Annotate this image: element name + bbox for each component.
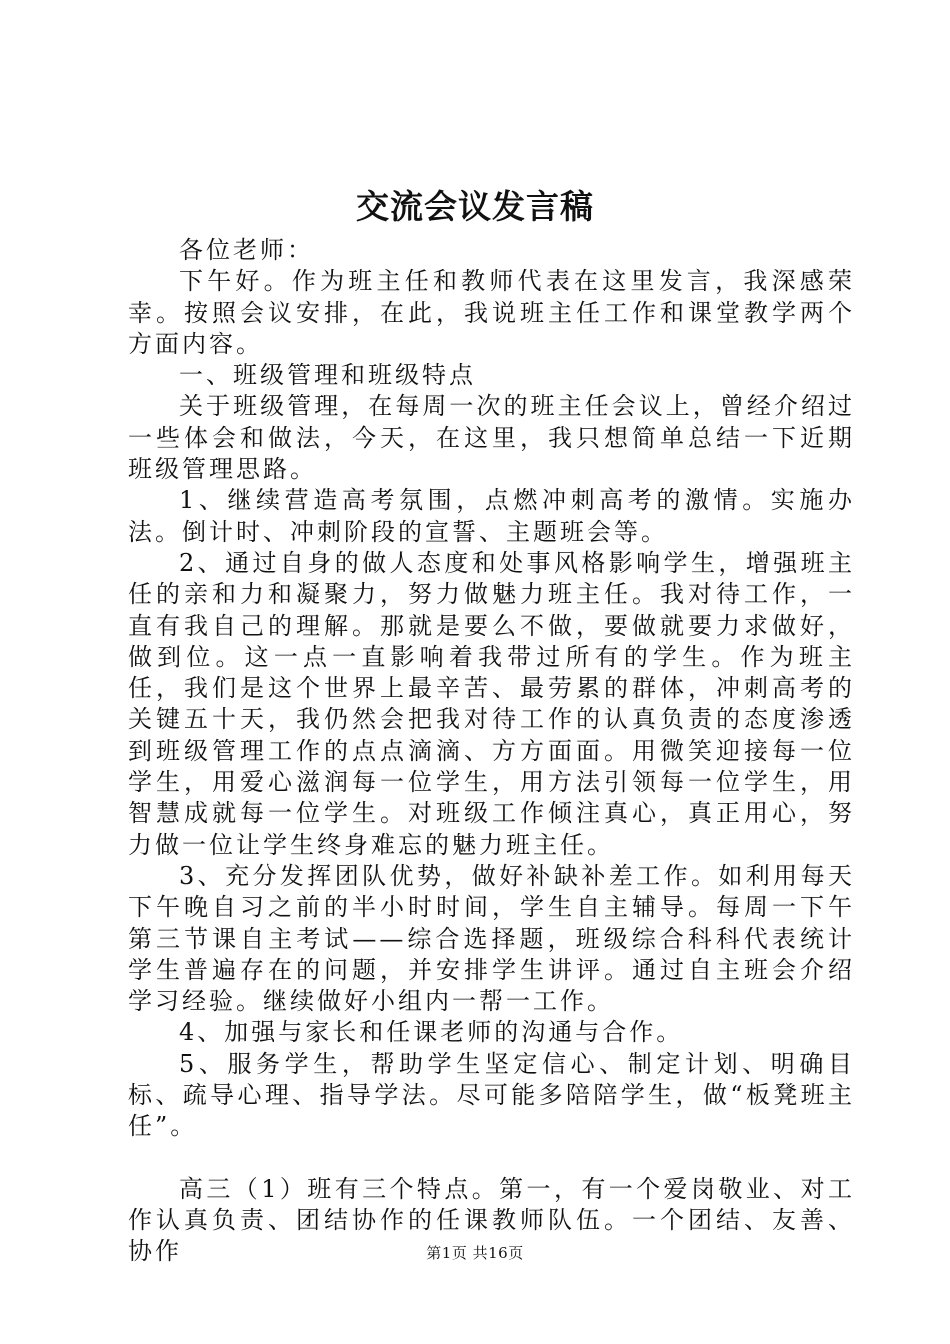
- list-item: 4、加强与家长和任课老师的沟通与合作。: [179, 1018, 684, 1047]
- list-item: 5、服务学生，帮助学生坚定信心、制定计划、明确目标、疏导心理、指导学法。尽可能多陪陪学生，做“板凳班主任”。: [128, 1049, 855, 1141]
- document-body: [128, 235, 855, 1268]
- page-number-footer: 第1页 共16页: [426, 1244, 524, 1262]
- paragraph: 下午好。作为班主任和教师代表在这里发言，我深感荣幸。按照会议安排，在此，我说班主任工作和课堂教学两个方面内容。: [128, 267, 855, 358]
- paragraph: 关于班级管理，在每周一次的班主任会议上，曾经介绍过一些体会和做法，今天，在这里，我只想简单总结一下近期班级管理思路。: [128, 392, 855, 484]
- document-title: 交流会议发言稿: [356, 187, 594, 226]
- list-item: 3、充分发挥团队优势，做好补缺补差工作。如利用每天下午晚自习之前的半小时时间，学生自主辅导。每周一下午第三节课自主考试——综合选择题，班级综合科科代表统计学生普遍存在的问题，并安排学生讲评。通过自主班会介绍学习经验。继续做好小组内一帮一工作。: [128, 861, 855, 1016]
- paragraph: 高三（1）班有三个特点。第一，有一个爱岗敬业、对工作认真负责、团结协作的任课教师队伍。一个团结、友善、协作: [128, 1174, 855, 1266]
- section-heading: 一、班级管理和班级特点: [179, 361, 476, 390]
- salutation: 各位老师：: [179, 236, 314, 264]
- list-item: 2、通过自身的做人态度和处事风格影响学生，增强班主任的亲和力和凝聚力，努力做魅力班主任。我对待工作，一直有我自己的理解。那就是要么不做，要做就要力求做好，做到位。这一点一直影响着我带过所有的学生。作为班主任，我们是这个世界上最辛苦、最劳累的群体，冲刺高考的关键五十天，我仍然会把我对待工作的认真负责的态度渗透到班级管理工作的点点滴滴、方方面面。用微笑迎接每一位学生，用爱心滋润每一位学生，用方法引领每一位学生，用智慧成就每一位学生。对班级工作倾注真心，真正用心，努力做一位让学生终身难忘的魅力班主任。: [128, 548, 855, 859]
- list-item: 1、继续营造高考氛围，点燃冲刺高考的激情。实施办法。倒计时、冲刺阶段的宣誓、主题班会等。: [128, 486, 855, 546]
